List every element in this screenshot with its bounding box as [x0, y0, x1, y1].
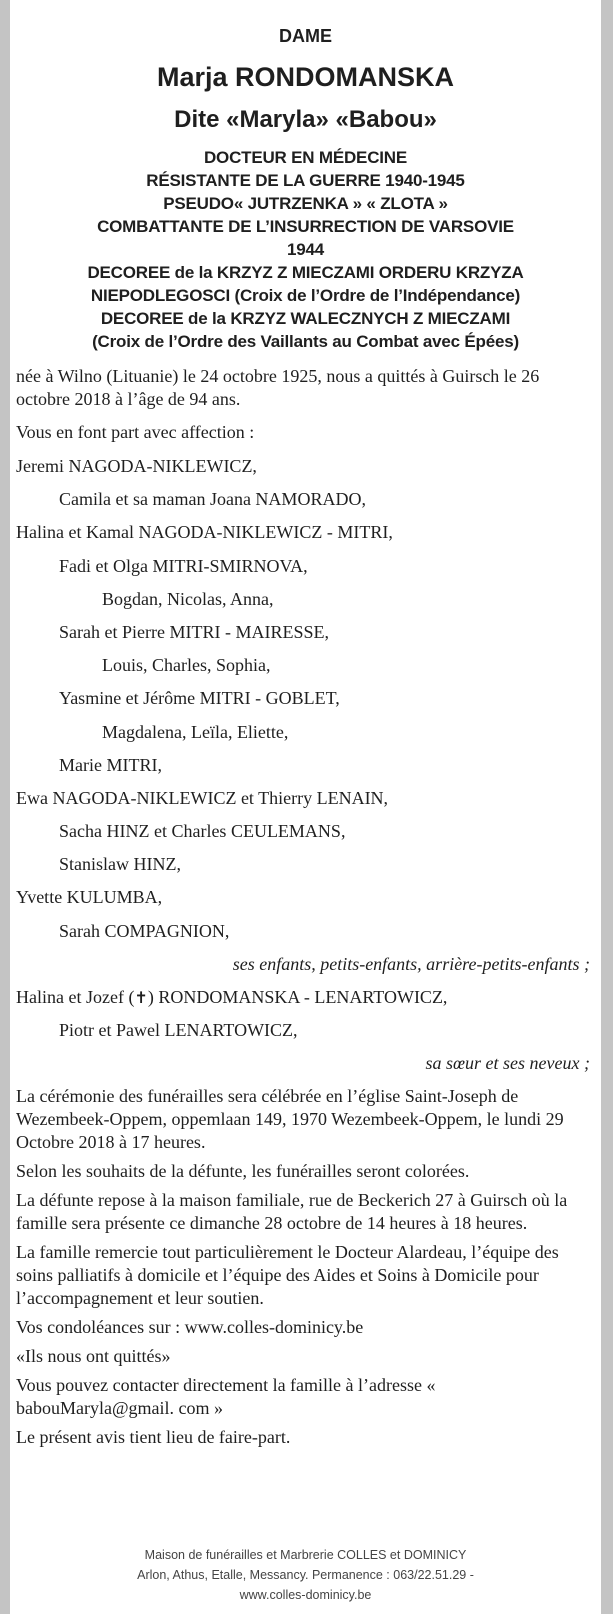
family-member: Magdalena, Leïla, Eliette,	[102, 721, 289, 742]
family-member: Halina et Kamal NAGODA-NIKLEWICZ - MITRI,	[16, 522, 393, 543]
deceased-name: Marja RONDOMANSKA	[156, 62, 455, 92]
contact-paragraph: Vous pouvez contacter directement la famille à l’adresse « babouMaryla@gmail. com »	[16, 1375, 436, 1418]
family-member: Stanislaw HINZ,	[59, 854, 181, 875]
family-member: Ewa NAGODA-NIKLEWICZ et Thierry LENAIN,	[16, 787, 389, 808]
quote-paragraph: «Ils nous ont quittés»	[16, 1346, 171, 1366]
birth-death-text: née à Wilno (Lituanie) le 24 octobre 1925, nous a quittés à Guirsch le 26 octobre 2018 à l’âge de 94 ans.	[16, 366, 540, 409]
sibling-line	[16, 986, 590, 1019]
sibling-name-end: ) RONDOMANSKA - LENARTOWICZ,	[147, 987, 448, 1007]
honor-line: NIEPODLEGOSCI (Croix de l’Ordre de l’Indépendance)	[90, 286, 521, 305]
funeral-details	[16, 1085, 588, 1455]
family-member: Fadi et Olga MITRI-SMIRNOVA,	[59, 555, 308, 576]
honor-line: DOCTEUR EN MÉDECINE	[203, 148, 408, 167]
honor-line: COMBATTANTE DE L’INSURRECTION DE VARSOVIE	[97, 217, 514, 236]
family-member: Sarah COMPAGNION,	[59, 920, 230, 941]
thanks-paragraph: La famille remercie tout particulièrement le Docteur Alardeau, l’équipe des soins palliatifs à domicile et l’équipe des Aides et Soins à Domicile pour l’accompagnement et leur soutien.	[16, 1242, 559, 1308]
family-member: Sarah et Pierre MITRI - MAIRESSE,	[59, 621, 329, 642]
family-member: Yasmine et Jérôme MITRI - GOBLET,	[59, 688, 340, 709]
family-member: Camila et sa maman Joana NAMORADO,	[59, 489, 366, 510]
footer-line: www.colles-dominicy.be	[239, 1588, 372, 1602]
announcement-text: Vous en font part avec affection :	[16, 422, 255, 442]
footer-line: Maison de funérailles et Marbrerie COLLES et DOMINICY	[144, 1548, 467, 1562]
family-caption: ses enfants, petits-enfants, arrière-petits-enfants ;	[232, 953, 590, 974]
honor-line: DECOREE de la KRZYZ Z MIECZAMI ORDERU KRZYZA	[87, 263, 524, 282]
family-member: Bogdan, Nicolas, Anna,	[102, 588, 274, 609]
wishes-paragraph: Selon les souhaits de la défunte, les funérailles seront colorées.	[16, 1161, 470, 1181]
ceremony-paragraph: La cérémonie des funérailles sera célébrée en l’église Saint-Joseph de Wezembeek-Oppem, oppemlaan 149, 1970 Wezembeek-Oppem, le lundi 29 Octobre 2018 à 17 heures.	[16, 1086, 564, 1152]
funeral-home-footer	[10, 1545, 601, 1605]
family-member: Yvette KULUMBA,	[16, 887, 163, 908]
sibling-name-start: Halina et Jozef (	[16, 987, 135, 1007]
deceased-cross-icon: ✝	[134, 988, 148, 1007]
family-list	[16, 455, 590, 1086]
honors-list	[10, 146, 601, 353]
footer-line: Arlon, Athus, Etalle, Messancy. Permanence : 063/22.51.29 -	[137, 1568, 474, 1582]
family-member: Marie MITRI,	[59, 754, 162, 775]
honor-line: RÉSISTANTE DE LA GUERRE 1940-1945	[146, 171, 465, 190]
family-member: Jeremi NAGODA-NIKLEWICZ,	[16, 456, 257, 476]
honor-line: (Croix de l’Ordre des Vaillants au Combat avec Épées)	[92, 332, 519, 351]
condolences-paragraph: Vos condoléances sur : www.colles-dominicy.be	[16, 1317, 364, 1337]
obituary-notice	[10, 0, 601, 1614]
honor-line: 1944	[286, 240, 325, 259]
honor-line: PSEUDO« JUTRZENKA » « ZLOTA »	[163, 194, 448, 213]
salutation: DAME	[279, 26, 332, 46]
family-member: Louis, Charles, Sophia,	[102, 655, 271, 676]
visitation-paragraph: La défunte repose à la maison familiale, rue de Beckerich 27 à Guirsch où la famille sera présente ce dimanche 28 octobre de 14 heures à 18 heures.	[16, 1190, 568, 1233]
deceased-alias: Dite «Maryla» «Babou»	[174, 106, 437, 133]
nephews-line: Piotr et Pawel LENARTOWICZ,	[59, 1020, 298, 1041]
family-caption: sa sœur et ses neveux ;	[425, 1053, 590, 1074]
family-member: Sacha HINZ et Charles CEULEMANS,	[59, 821, 346, 842]
honor-line: DECOREE de la KRZYZ WALECZNYCH Z MIECZAMI	[100, 309, 511, 328]
closing-paragraph: Le présent avis tient lieu de faire-part.	[16, 1427, 291, 1447]
